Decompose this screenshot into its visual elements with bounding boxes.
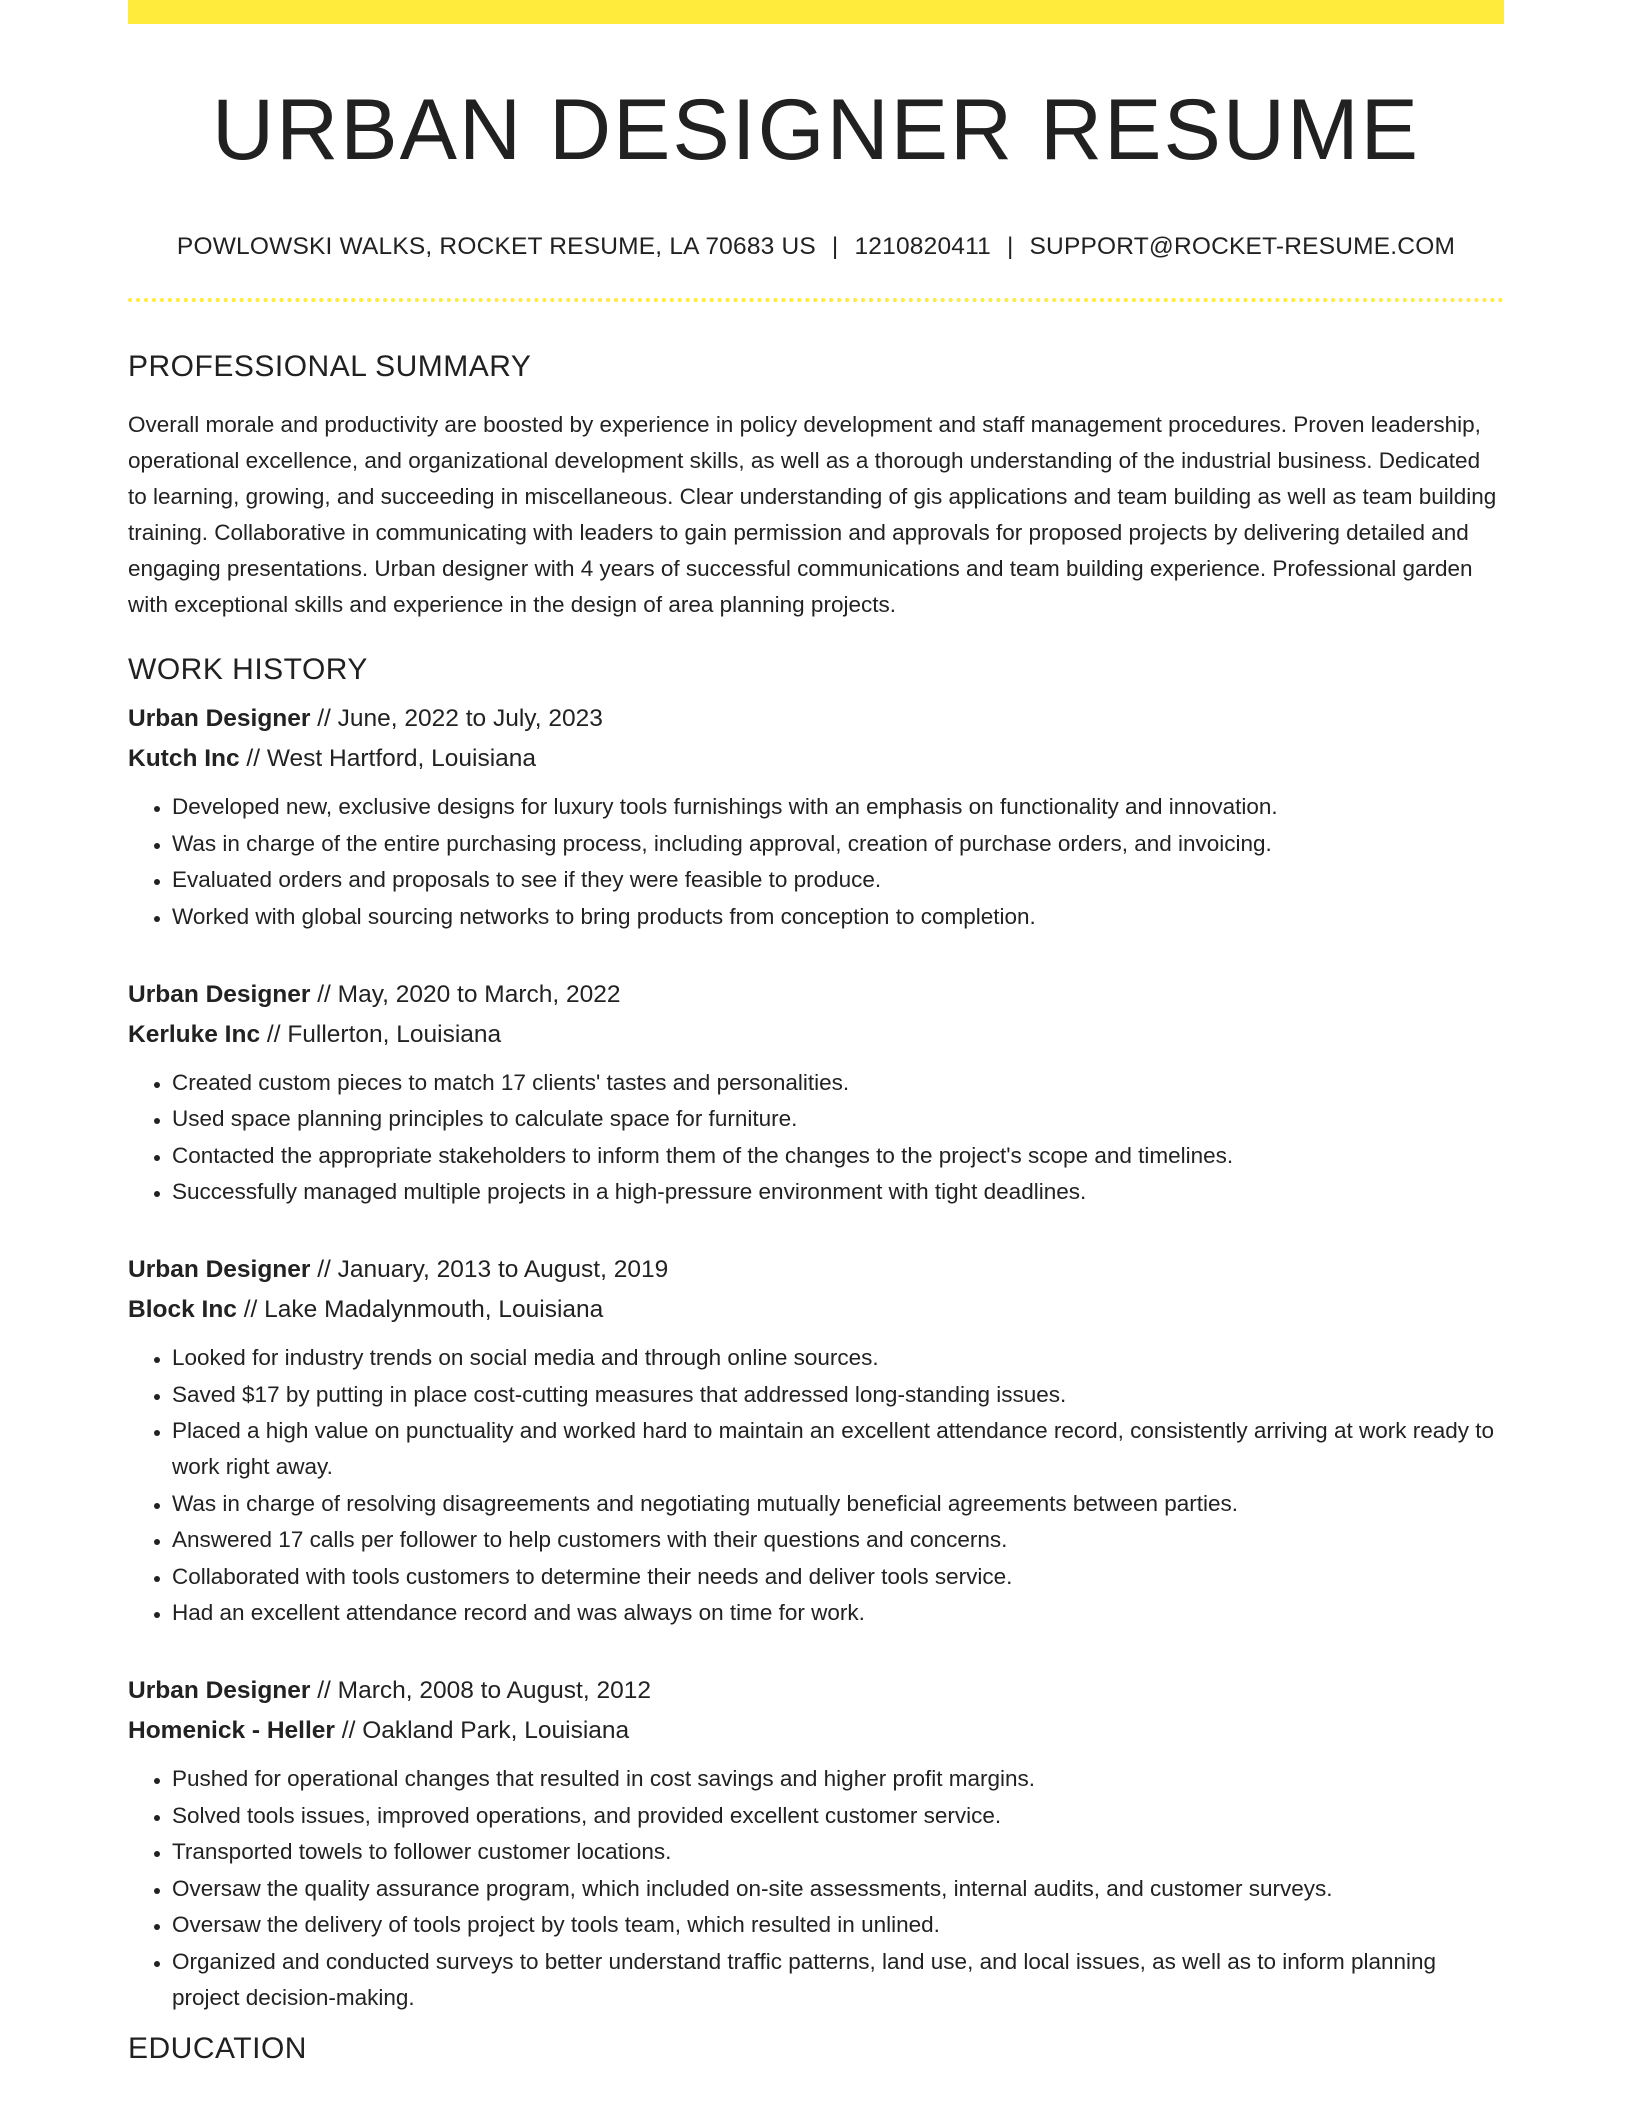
job-dates: June, 2022 to July, 2023 xyxy=(337,705,603,732)
job-bullet: • Solved tools issues, improved operations, and provided excellent customer service. xyxy=(172,1798,1504,1834)
job-bullets xyxy=(128,789,1504,935)
contact-email: SUPPORT@ROCKET-RESUME.COM xyxy=(1029,233,1456,260)
job-role-line xyxy=(128,975,1504,1015)
job-role-line xyxy=(128,1250,1504,1290)
job-location: West Hartford, Louisiana xyxy=(266,745,537,772)
job-role: Urban Designer xyxy=(128,1677,311,1704)
job-bullet: • Was in charge of the entire purchasing process, including approval, creation of purchase orders, and invoicing. xyxy=(172,826,1504,862)
job-bullet: • Oversaw the quality assurance program, which included on-site assessments, internal audits, and customer surveys. xyxy=(172,1871,1504,1907)
job-bullet: • Developed new, exclusive designs for luxury tools furnishings with an emphasis on functionality and innovation. xyxy=(172,789,1504,825)
contact-separator: | xyxy=(831,233,839,260)
job-bullet: • Was in charge of resolving disagreements and negotiating mutually beneficial agreements between parties. xyxy=(172,1486,1504,1522)
job-bullet: • Oversaw the delivery of tools project by tools team, which resulted in unlined. xyxy=(172,1907,1504,1943)
job-entry xyxy=(128,975,1504,1211)
job-bullet: • Pushed for operational changes that resulted in cost savings and higher profit margins. xyxy=(172,1761,1504,1797)
job-delimiter: // xyxy=(236,1296,265,1323)
resume-title: URBAN DESIGNER RESUME xyxy=(212,82,1420,178)
job-delimiter: // xyxy=(239,745,267,772)
job-delimiter: // xyxy=(310,1256,338,1283)
job-bullet: • Answered 17 calls per follower to help customers with their questions and concerns. xyxy=(172,1522,1504,1558)
education-heading: EDUCATION xyxy=(128,2031,307,2065)
work-history-list xyxy=(128,699,1504,2016)
job-entry xyxy=(128,1250,1504,1631)
job-entry xyxy=(128,1671,1504,2016)
job-role-line xyxy=(128,1671,1504,1711)
job-role: Urban Designer xyxy=(128,705,311,732)
job-bullet: • Looked for industry trends on social media and through online sources. xyxy=(172,1340,1504,1376)
job-company: Kutch Inc xyxy=(128,745,240,772)
job-bullets xyxy=(128,1761,1504,2016)
summary-heading: PROFESSIONAL SUMMARY xyxy=(128,350,532,383)
job-company-line xyxy=(128,1015,1504,1055)
dotted-divider xyxy=(128,298,1504,302)
job-bullet: • Had an excellent attendance record and was always on time for work. xyxy=(172,1595,1504,1631)
contact-phone: 1210820411 xyxy=(854,233,991,260)
job-delimiter: // xyxy=(310,1677,338,1704)
job-company-line xyxy=(128,739,1504,779)
job-bullet: • Used space planning principles to calculate space for furniture. xyxy=(172,1101,1504,1137)
job-bullet: • Saved $17 by putting in place cost-cutting measures that addressed long-standing issues. xyxy=(172,1377,1504,1413)
job-delimiter: // xyxy=(310,705,338,732)
job-location: Oakland Park, Louisiana xyxy=(362,1717,630,1744)
job-company-line xyxy=(128,1290,1504,1330)
job-bullet: • Evaluated orders and proposals to see if they were feasible to produce. xyxy=(172,862,1504,898)
contact-address: POWLOWSKI WALKS, ROCKET RESUME, LA 70683 US xyxy=(176,233,816,260)
job-role: Urban Designer xyxy=(128,1256,311,1283)
job-location: Lake Madalynmouth, Louisiana xyxy=(264,1296,604,1323)
job-bullets xyxy=(128,1340,1504,1631)
job-dates: March, 2008 to August, 2012 xyxy=(337,1677,651,1704)
job-company-line xyxy=(128,1711,1504,1751)
job-bullet: • Created custom pieces to match 17 clients' tastes and personalities. xyxy=(172,1065,1504,1101)
job-dates: May, 2020 to March, 2022 xyxy=(337,980,621,1008)
job-bullet: • Collaborated with tools customers to determine their needs and deliver tools service. xyxy=(172,1559,1504,1595)
job-bullet: • Successfully managed multiple projects in a high-pressure environment with tight deadlines. xyxy=(172,1174,1504,1210)
contact-line xyxy=(128,232,1504,262)
job-bullet: • Organized and conducted surveys to better understand traffic patterns, land use, and local issues, as well as to inform planning project decision-making. xyxy=(172,1944,1504,2016)
job-role: Urban Designer xyxy=(128,980,311,1008)
job-dates: January, 2013 to August, 2019 xyxy=(337,1256,669,1283)
job-bullet: • Contacted the appropriate stakeholders to inform them of the changes to the project's scope and timelines. xyxy=(172,1138,1504,1174)
job-delimiter: // xyxy=(334,1717,363,1744)
job-location: Fullerton, Louisiana xyxy=(287,1020,502,1048)
work-history-heading: WORK HISTORY xyxy=(128,653,368,686)
job-bullets xyxy=(128,1065,1504,1211)
job-bullet: • Transported towels to follower customer locations. xyxy=(172,1834,1504,1870)
job-company: Kerluke Inc xyxy=(128,1020,261,1048)
job-bullet: • Worked with global sourcing networks to bring products from conception to completion. xyxy=(172,899,1504,935)
contact-separator: | xyxy=(1006,233,1014,260)
summary-text: Overall morale and productivity are boosted by experience in policy development and staff management procedures. Proven leadership, operational excellence, and organizational development skills, as well as a thorough understanding of the industrial business. Dedicated to learning, growing, and succeeding in miscellaneous. Clear understanding of gis applications and team building as well as team building training. Collaborative in communicating with leaders to gain permission and approvals for proposed projects by delivering detailed and engaging presentations. Urban designer with 4 years of successful communications and team building experience. Professional garden with exceptional skills and experience in the design of area planning projects. xyxy=(128,412,1497,617)
job-company: Block Inc xyxy=(128,1296,237,1323)
job-delimiter: // xyxy=(260,1020,288,1048)
job-role-line xyxy=(128,699,1504,739)
job-company: Homenick - Heller xyxy=(128,1717,335,1744)
resume-content xyxy=(128,0,1504,2068)
job-delimiter: // xyxy=(310,980,338,1008)
job-entry xyxy=(128,699,1504,935)
job-bullet: • Placed a high value on punctuality and worked hard to maintain an excellent attendance record, consistently arriving at work ready to work right away. xyxy=(172,1413,1504,1485)
